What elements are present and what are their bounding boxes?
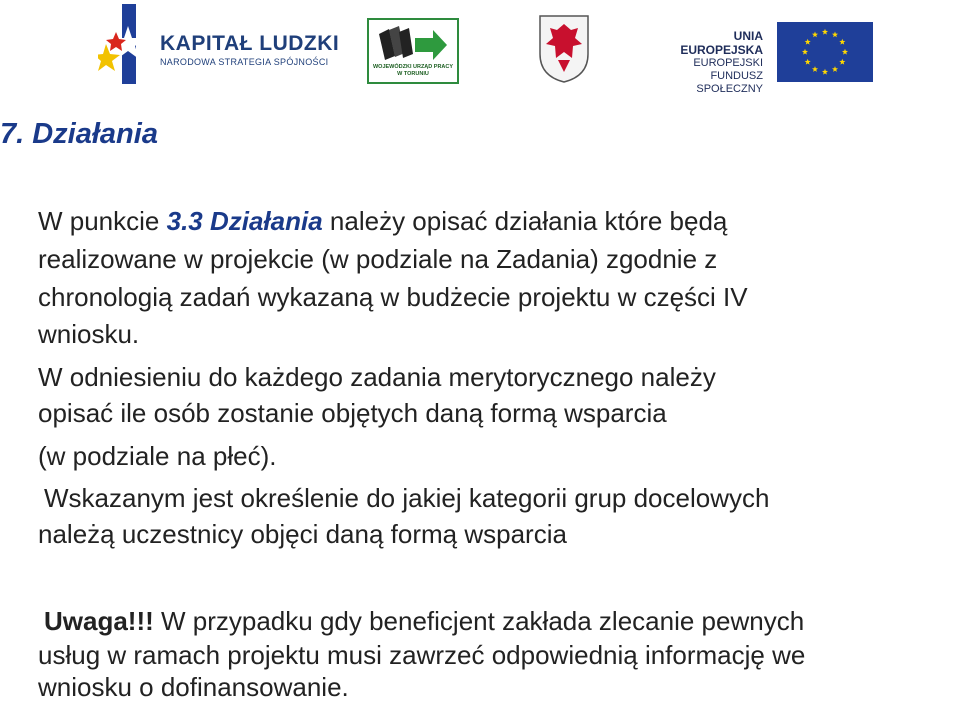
coat-of-arms-icon — [538, 14, 590, 84]
paragraph-line: wniosku o dofinansowanie. — [38, 672, 349, 702]
section-reference: 3.3 Działania — [166, 206, 323, 236]
ue-line3: FUNDUSZ SPOŁECZNY — [696, 70, 763, 95]
wup-line1: WOJEWÓDZKI URZĄD PRACY — [372, 64, 454, 70]
kapital-ludzki-title: KAPITAŁ LUDZKI — [160, 32, 340, 55]
paragraph-line: należą uczestnicy objęci daną formą wsparcia — [38, 519, 567, 549]
wup-logo — [367, 18, 459, 84]
paragraph-line: (w podziale na płeć). — [38, 441, 277, 471]
paragraph-line: chronologią zadań wykazaną w budżecie projektu w części IV — [38, 282, 748, 312]
text-segment: należy opisać działania które będą — [322, 206, 728, 236]
wup-arrow-icon — [377, 26, 449, 64]
eu-flag-icon — [777, 22, 873, 82]
warning-label: Uwaga!!! — [44, 606, 154, 636]
paragraph-line: realizowane w projekcie (w podziale na Zadania) zgodnie z — [38, 244, 718, 274]
text-segment: W przypadku gdy beneficjent zakłada zlecanie pewnych — [153, 606, 805, 636]
paragraph-line: Wskazanym jest określenie do jakiej kategorii grup docelowych — [44, 483, 770, 513]
kapital-ludzki-logo — [160, 32, 339, 67]
wup-line2: W TORUNIU — [397, 71, 429, 77]
ue-line2: EUROPEJSKI — [693, 57, 763, 69]
text-segment: W punkcie — [38, 206, 167, 236]
ue-line1: UNIA EUROPEJSKA — [680, 29, 763, 57]
paragraph-line: usług w ramach projektu musi zawrzeć odpowiednią informację we — [38, 640, 806, 670]
logo-bar — [0, 0, 960, 95]
ue-logo-text — [665, 29, 763, 96]
kapital-ludzki-subtitle: NARODOWA STRATEGIA SPÓJNOŚCI — [160, 57, 329, 67]
wup-caption — [369, 64, 457, 78]
paragraph-line — [38, 204, 727, 238]
kapital-ludzki-star-icon — [98, 4, 158, 84]
paragraph-line: W odniesieniu do każdego zadania merytorycznego należy — [38, 362, 716, 392]
paragraph-line: wniosku. — [38, 319, 140, 349]
page-title: 7. Działania — [0, 118, 158, 150]
paragraph-line — [44, 604, 804, 638]
paragraph-line: opisać ile osób zostanie objętych daną formą wsparcia — [38, 398, 667, 428]
